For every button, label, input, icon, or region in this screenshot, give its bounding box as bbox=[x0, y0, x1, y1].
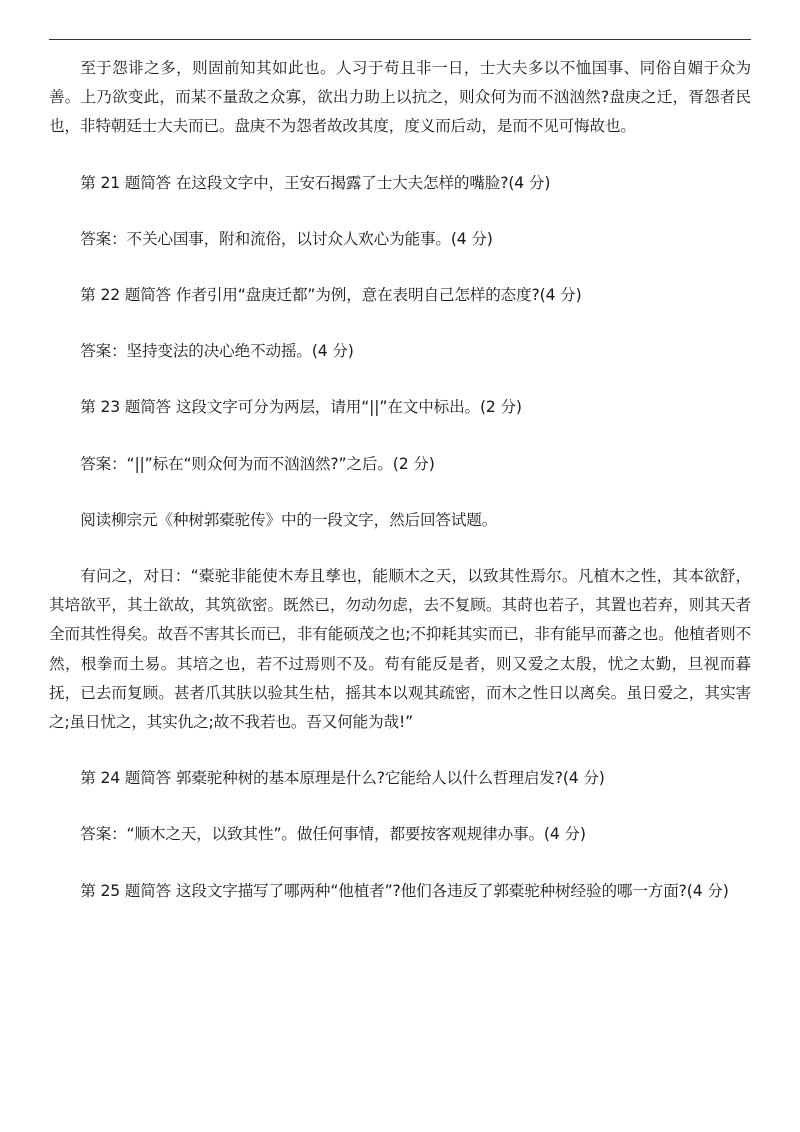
question-23: 第 23 题简答 这段文字可分为两层，请用“||”在文中标出。(2 分) bbox=[80, 398, 522, 417]
question-21: 第 21 题简答 在这段文字中，王安石揭露了士大夫怎样的嘴脸?(4 分) bbox=[80, 173, 551, 192]
answer-22: 答案：坚持变法的决心绝不动摇。(4 分) bbox=[80, 342, 354, 361]
document-body bbox=[49, 54, 751, 906]
passage-liu-zongyuan: 有问之，对日：“橐驼非能使木寿且孳也，能顺木之天，以致其性焉尔。凡植木之性，其本欲舒，其培欲平，其土欲故，其筑欲密。既然已，勿动勿虑，去不复顾。其莳也若子，其置也若弃，则其天者全而其性得矣。故吾不害其长而已，非有能硕茂之也;不抑耗其实而已，非有能早而蕃之也。他植者则不然，根拳而土易。其培之也，若不过焉则不及。苟有能反是者，则又爱之太殷，忧之太勤，旦视而暮抚，已去而复顾。甚者爪其肤以验其生枯，摇其本以观其疏密，而木之性日以离矣。虽日爱之，其实害之;虽日忧之，其实仇之;故不我若也。吾又何能为哉!” bbox=[49, 567, 751, 732]
passage-wang-anshi: 至于怨诽之多，则固前知其如此也。人习于苟且非一日，士大夫多以不恤国事、同俗自媚于众为善。上乃欲变此，而某不量敌之众寡，欲出力助上以抗之，则众何为而不汹汹然?盘庚之迁，胥怨者民也，非特朝廷士大夫而已。盘庚不为怨者故改其度，度义而后动，是而不见可悔故也。 bbox=[49, 59, 751, 136]
reading-instruction: 阅读柳宗元《种树郭橐驼传》中的一段文字，然后回答试题。 bbox=[80, 510, 498, 529]
question-22: 第 22 题简答 作者引用“盘庚迁都”为例，意在表明自己怎样的态度?(4 分) bbox=[80, 286, 582, 305]
answer-23: 答案：“||”标在“则众何为而不汹汹然?”之后。(2 分) bbox=[80, 454, 435, 473]
header-rule bbox=[49, 39, 751, 40]
question-25: 第 25 题简答 这段文字描写了哪两种“他植者”?他们各违反了郭橐驼种树经验的哪一方面?(4 分) bbox=[80, 881, 729, 900]
answer-24: 答案：“顺木之天，以致其性”。做任何事情，都要按客观规律办事。(4 分) bbox=[80, 825, 586, 844]
question-24: 第 24 题简答 郭橐驼种树的基本原理是什么?它能给人以什么哲理启发?(4 分) bbox=[80, 769, 605, 788]
answer-21: 答案：不关心国事，附和流俗，以讨众人欢心为能事。(4 分) bbox=[80, 229, 493, 248]
